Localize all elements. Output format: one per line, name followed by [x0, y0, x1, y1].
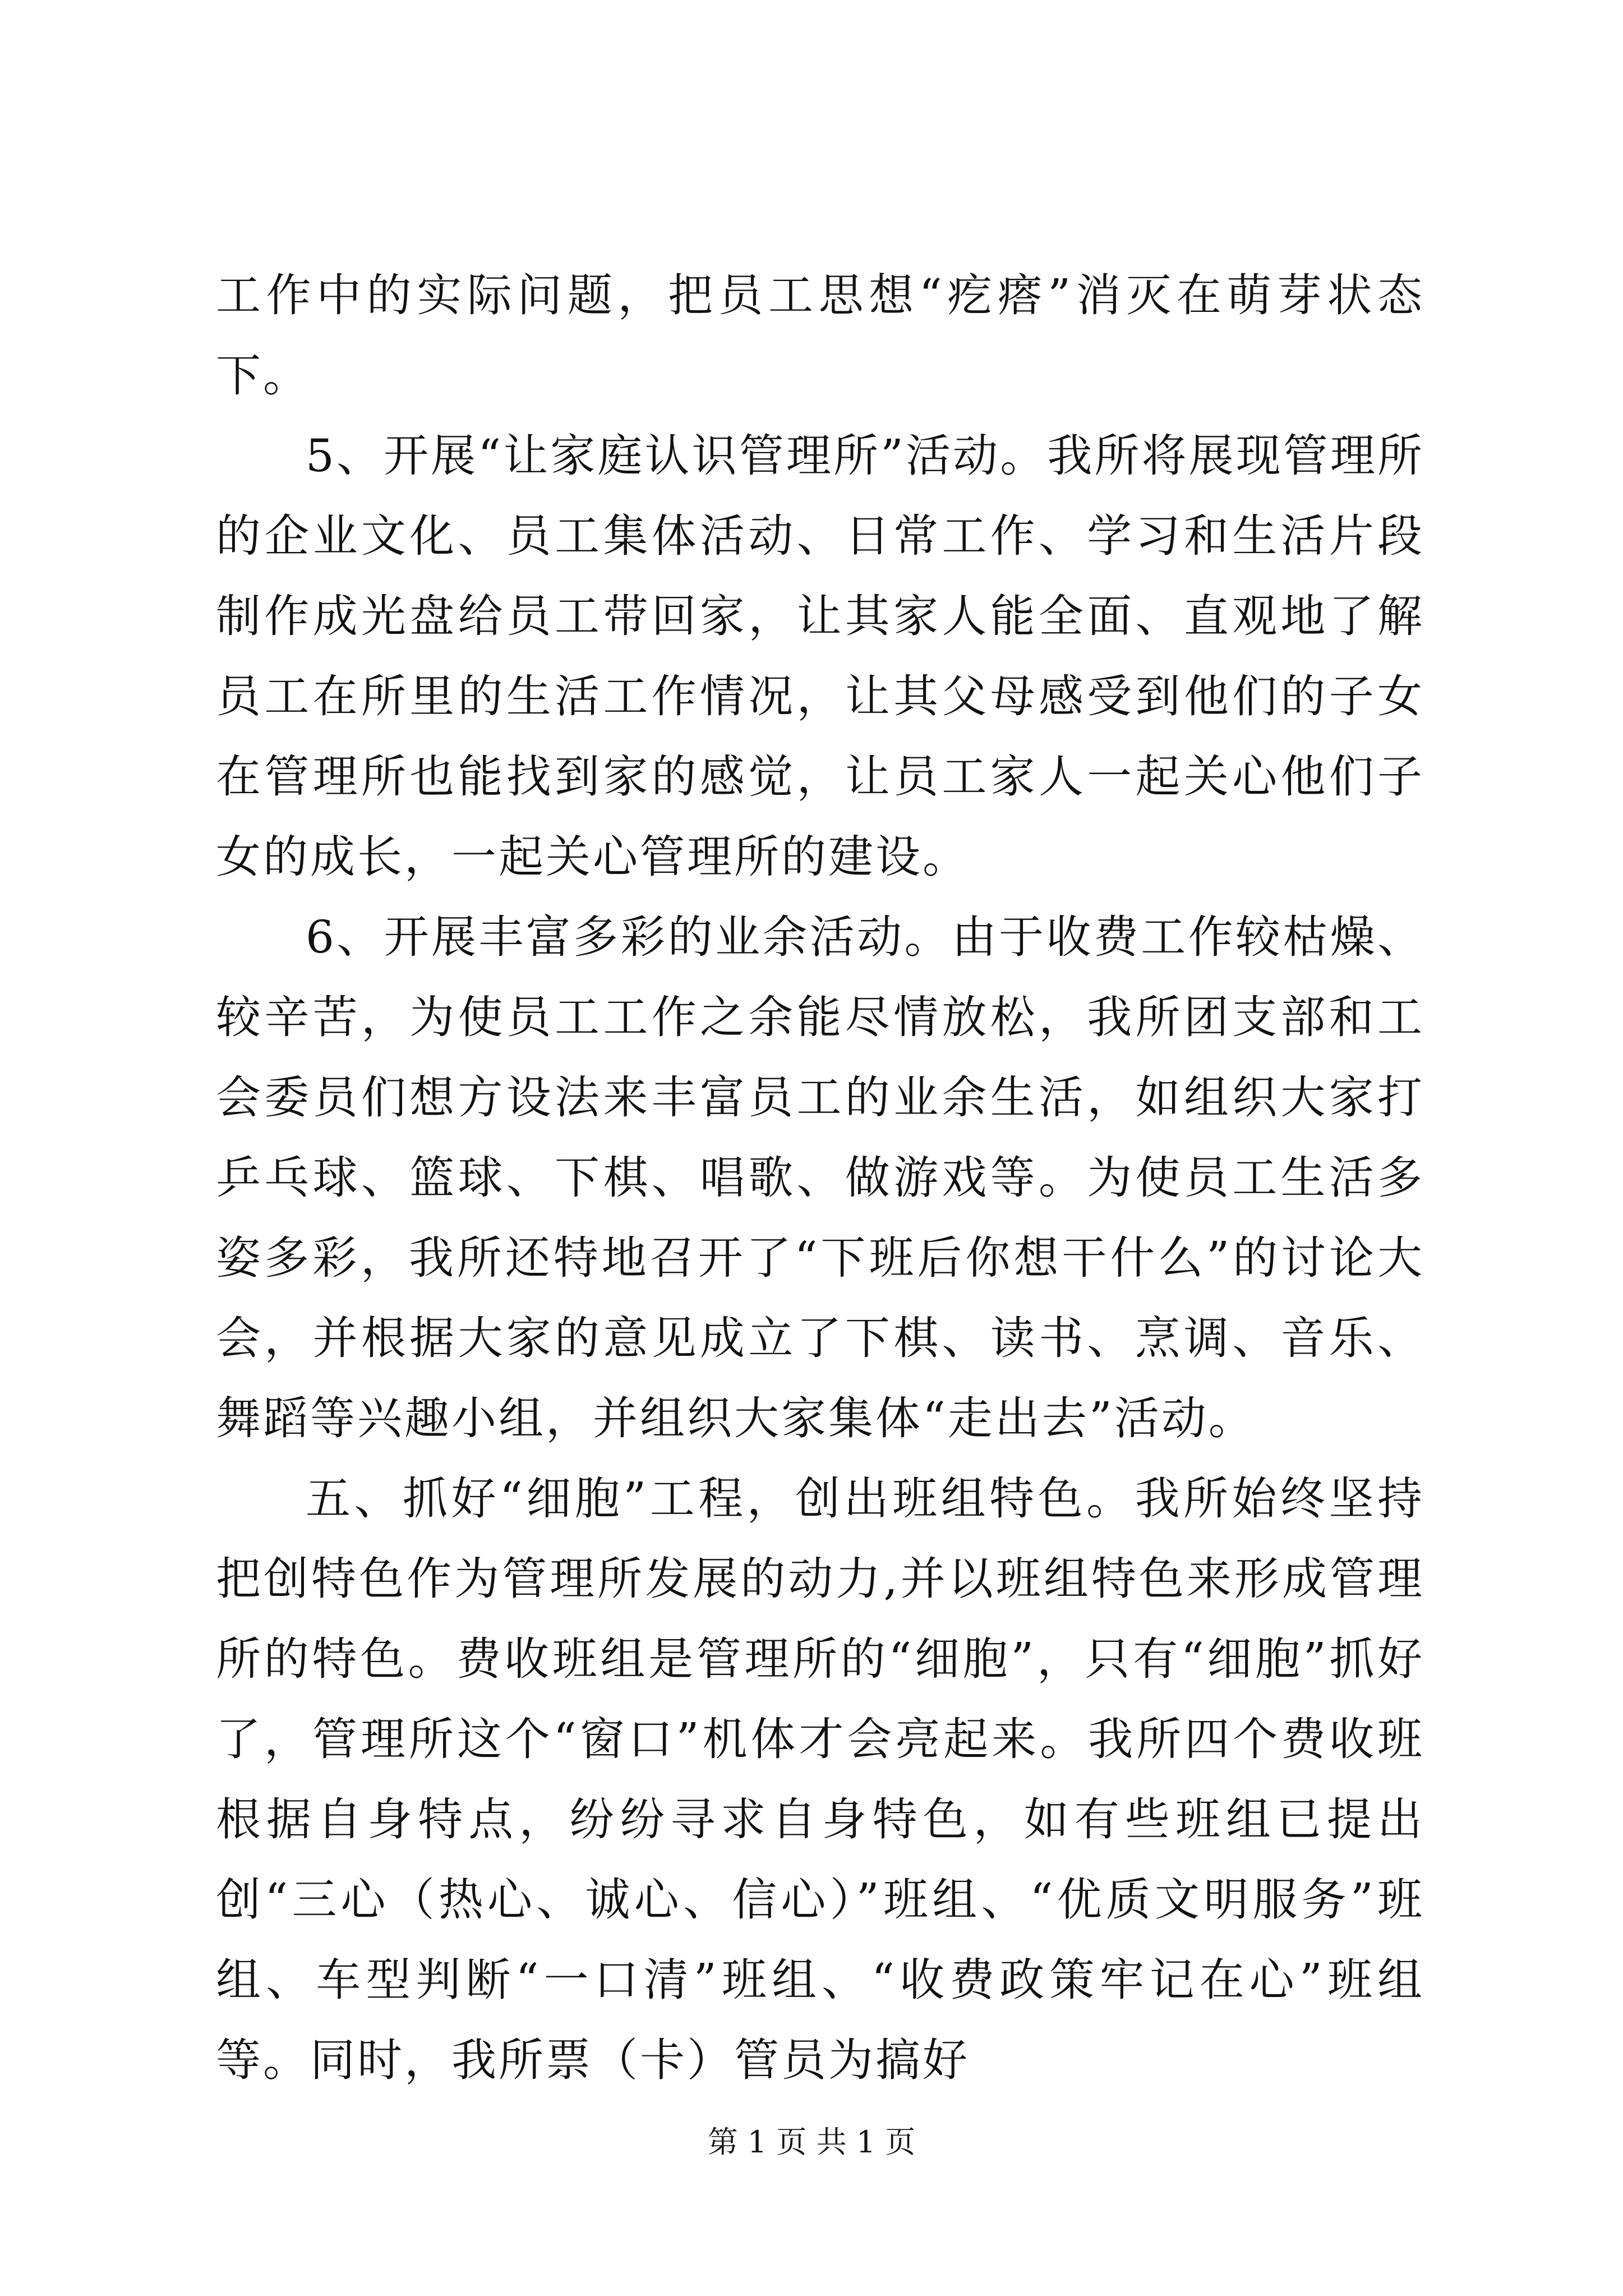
paragraph-item-5: 5、开展“让家庭认识管理所”活动。我所将展现管理所的企业文化、员工集体活动、日常工作、学习和生活片段制作成光盘给员工带回家，让其家人能全面、直观地了解员工在所里的生活工作情况，让其父母感受到他们的子女在管理所也能找到家的感觉，让员工家人一起关心他们子女的成长，一起关心管理所的建设。 — [216, 430, 1424, 883]
paragraph-continuation: 工作中的实际问题，把员工思想“疙瘩”消灭在萌芽状态下。 — [216, 269, 1424, 402]
document-body — [216, 255, 1424, 2100]
page-footer — [0, 2123, 1623, 2162]
paragraph-item-6: 6、开展丰富多彩的业余活动。由于收费工作较枯燥、较辛苦，为使员工工作之余能尽情放松，我所团支部和工会委员们想方设法来丰富员工的业余生活，如组织大家打乒乓球、篮球、下棋、唱歌、做游戏等。为使员工生活多姿多彩，我所还特地召开了“下班后你想干什么”的讨论大会，并根据大家的意见成立了下棋、读书、烹调、音乐、舞蹈等兴趣小组，并组织大家集体“走出去”活动。 — [216, 911, 1424, 1444]
page-number-label: 第 1 页 共 1 页 — [707, 2124, 916, 2160]
paragraph-section-5: 五、抓好“细胞”工程，创出班组特色。我所始终坚持把创特色作为管理所发展的动力,并以班组特色来形成管理所的特色。费收班组是管理所的“细胞”，只有“细胞”抓好了，管理所这个“窗口”机体才会亮起来。我所四个费收班根据自身特点，纷纷寻求自身特色，如有些班组已提出创“三心（热心、诚心、信心）”班组、“优质文明服务”班组、车型判断“一口清”班组、“收费政策牢记在心”班组等。同时，我所票（卡）管员为搞好 — [216, 1473, 1424, 2086]
